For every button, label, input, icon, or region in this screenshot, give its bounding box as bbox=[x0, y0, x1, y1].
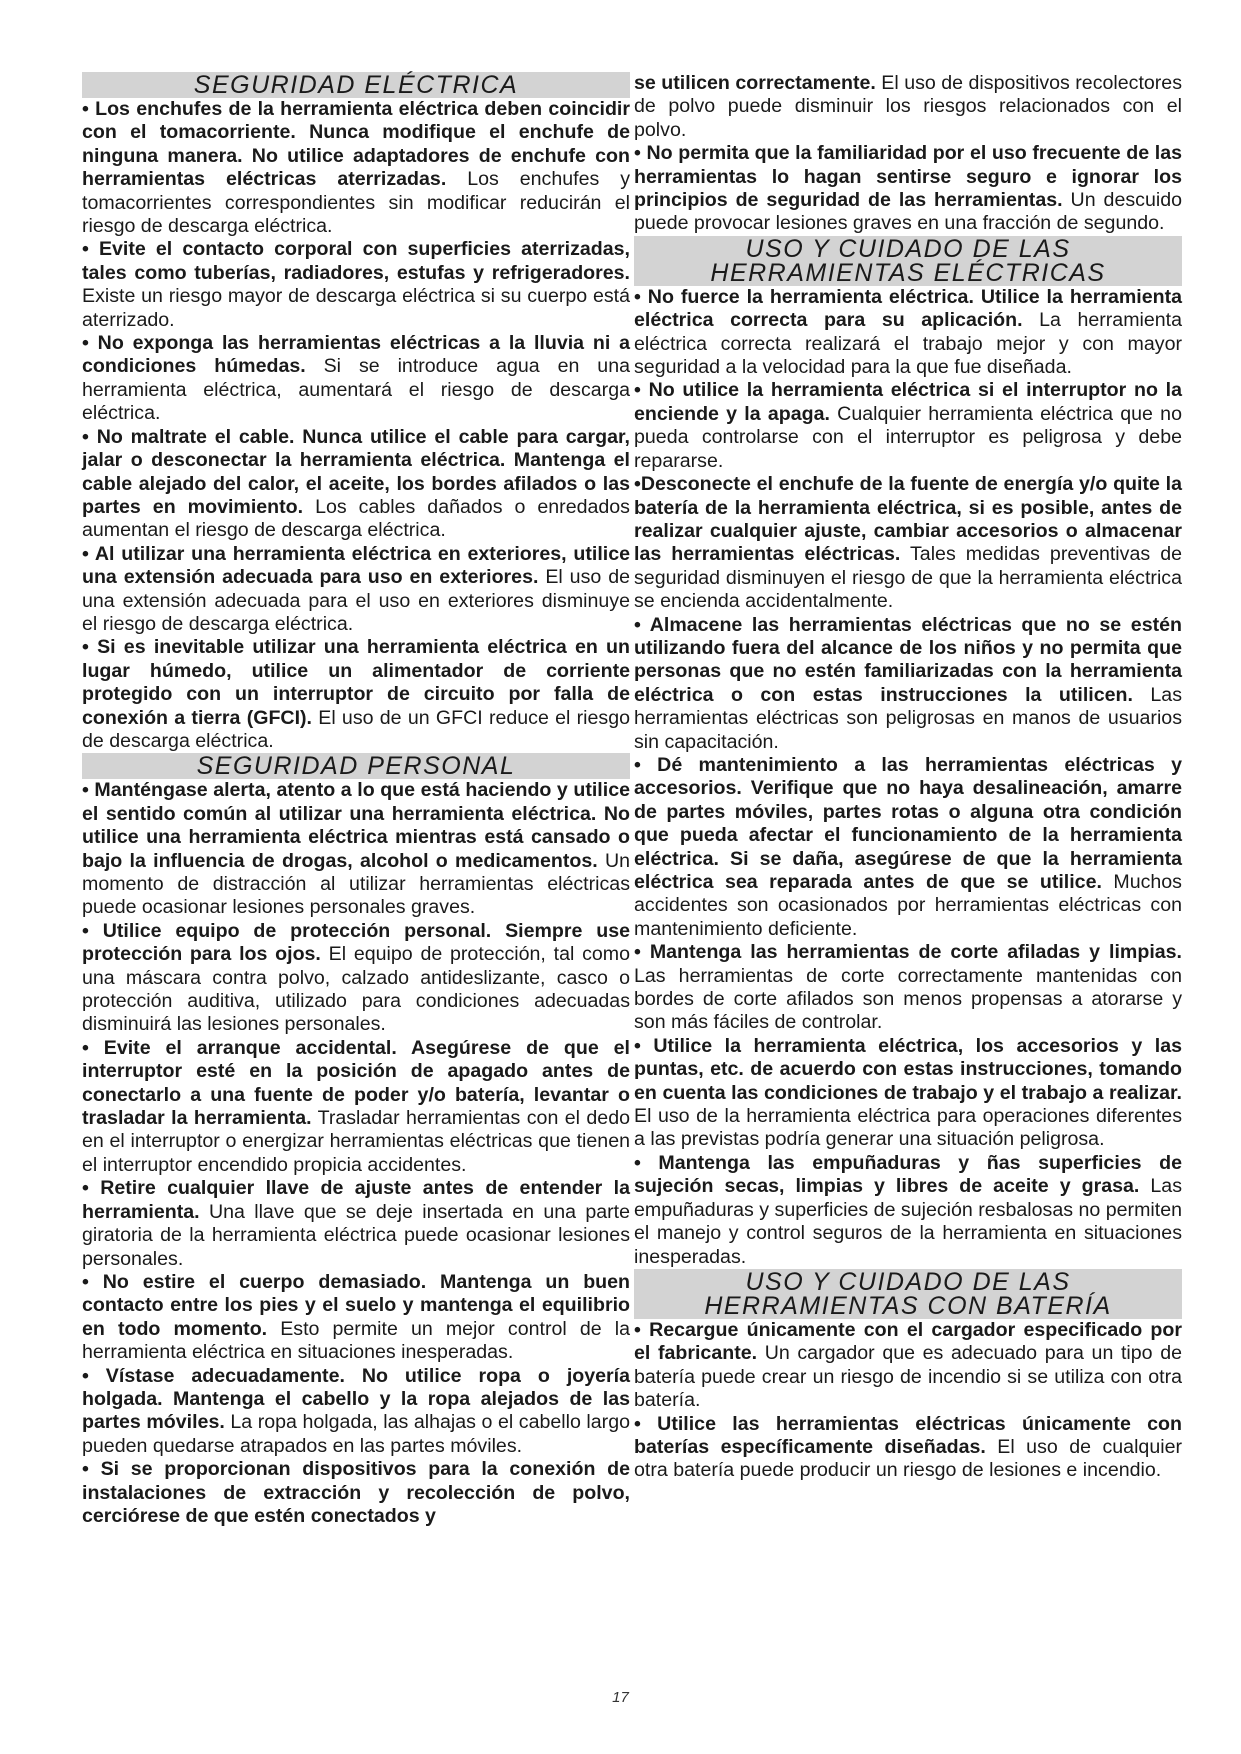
battery-use-heading-line2: HERRAMIENTAS CON BATERÍA bbox=[704, 1291, 1112, 1320]
list-item: • Manténgase alerta, atento a lo que está haciendo y utilice el sentido común al utilizar una herramienta eléctrica. No utilice una herramienta eléctrica mientras está cansado o bajo la influencia de drogas, alcohol o medicamentos. Un momento de distracción al utilizar herramientas eléctricas puede ocasionar lesiones personales graves. bbox=[82, 779, 630, 919]
electrical-safety-heading: SEGURIDAD ELÉCTRICA bbox=[82, 72, 630, 98]
list-item: • Retire cualquier llave de ajuste antes de entender la herramienta. Una llave que se deje insertada en una parte giratoria de la herramienta eléctrica puede ocasionar lesiones personales. bbox=[82, 1177, 630, 1270]
electrical-safety-list bbox=[82, 98, 630, 753]
list-item: • Utilice las herramientas eléctricas únicamente con baterías específicamente diseñadas. El uso de cualquier otra batería puede producir un riesgo de lesiones e incendio. bbox=[634, 1412, 1182, 1482]
tool-use-heading-line2: HERRAMIENTAS ELÉCTRICAS bbox=[710, 258, 1106, 287]
continued-item: se utilicen correctamente. El uso de dispositivos recolectores de polvo puede disminuir los riesgos relacionados con el polvo. bbox=[634, 72, 1183, 141]
list-item: • Recargue únicamente con el cargador especificado por el fabricante. Un cargador que es adecuado para un tipo de batería puede crear un riesgo de incendio si se utiliza con otra batería. bbox=[634, 1318, 1182, 1412]
list-item: • Almacene las herramientas eléctricas que no se estén utilizando fuera del alcance de los niños y no permita que personas que no estén familiarizadas con la herramienta eléctrica o con estas instrucciones la utilicen. Las herramientas eléctricas son peligrosas en manos de usuarios sin capacitación. bbox=[634, 613, 1182, 753]
list-item: • Utilice la herramienta eléctrica, los accesorios y las puntas, etc. de acuerdo con estas instrucciones, tomando en cuenta las condiciones de trabajo y el trabajo a realizar. El uso de la herramienta eléctrica para operaciones diferentes a las previstas podría generar una situación peligrosa. bbox=[634, 1034, 1182, 1151]
list-item: • No maltrate el cable. Nunca utilice el cable para cargar, jalar o desconectar la herramienta eléctrica. Mantenga el cable alejado del calor, el aceite, los bordes afilados o las partes en movimiento. Los cables dañados o enredados aumentan el riesgo de descarga eléctrica. bbox=[82, 425, 630, 542]
list-item: • Los enchufes de la herramienta eléctrica deben coincidir con el tomacorriente. Nunca modifique el enchufe de ninguna manera. No utilice adaptadores de enchufe con herramientas eléctricas aterrizadas. Los enchufes y tomacorrientes correspondientes sin modificar reducirán el riesgo de descarga eléctrica. bbox=[82, 98, 630, 238]
battery-use-list bbox=[634, 1319, 1182, 1483]
page-number: 17 bbox=[612, 1689, 629, 1706]
personal-safety-heading: SEGURIDAD PERSONAL bbox=[82, 753, 630, 779]
list-item: • No exponga las herramientas eléctricas a la lluvia ni a condiciones húmedas. Si se introduce agua en una herramienta eléctrica, aumentará el riesgo de descarga eléctrica. bbox=[82, 332, 630, 425]
battery-use-heading bbox=[634, 1269, 1182, 1319]
left-column bbox=[82, 72, 630, 1528]
list-item: • No permita que la familiaridad por el uso frecuente de las herramientas lo hagan sentirse seguro e ignorar los principios de seguridad de las herramientas. Un descuido puede provocar lesiones graves en una fracción de segundo. bbox=[634, 142, 1182, 235]
list-item: • Si se proporcionan dispositivos para la conexión de instalaciones de extracción y recolección de polvo, cerciórese de que estén conectados y bbox=[82, 1458, 630, 1527]
tool-use-list bbox=[634, 286, 1182, 1269]
tool-use-heading bbox=[634, 236, 1182, 286]
list-item: • Evite el arranque accidental. Asegúrese de que el interruptor esté en la posición de apagado antes de conectarlo a una fuente de poder y/o batería, levantar o trasladar la herramienta. Trasladar herramientas con el dedo en el interruptor o energizar herramientas eléctricas que tienen el interruptor encendido propicia accidentes. bbox=[82, 1036, 630, 1176]
list-item: • Mantenga las empuñaduras y ñas superficies de sujeción secas, limpias y libres de aceite y grasa. Las empuñaduras y superficies de sujeción resbalosas no permiten el manejo y control seguros de la herramienta en situaciones inesperadas. bbox=[634, 1151, 1182, 1268]
list-item: •Desconecte el enchufe de la fuente de energía y/o quite la batería de la herramienta eléctrica, si es posible, antes de realizar cualquier ajuste, cambiar accesorios o almacenar las herramientas eléctricas. Tales medidas preventivas de seguridad disminuyen el riesgo de que la herramienta eléctrica se encienda accidentalmente. bbox=[634, 473, 1182, 613]
right-column bbox=[634, 72, 1182, 1483]
list-item: • Mantenga las herramientas de corte afiladas y limpias. Las herramientas de corte correctamente mantenidas con bordes de corte afilados son menos propensas a atorarse y son más fáciles de controlar. bbox=[634, 941, 1182, 1034]
list-item: • No utilice la herramienta eléctrica si el interruptor no la enciende y la apaga. Cualquier herramienta eléctrica que no pueda controlarse con el interruptor es peligrosa y debe repararse. bbox=[634, 379, 1182, 472]
list-item: • No fuerce la herramienta eléctrica. Utilice la herramienta eléctrica correcta para su aplicación. La herramienta eléctrica correcta realizará el trabajo mejor y con mayor seguridad a la velocidad para la que fue diseñada. bbox=[634, 285, 1182, 379]
list-item: • Vístase adecuadamente. No utilice ropa o joyería holgada. Mantenga el cabello y la ropa alejados de las partes móviles. La ropa holgada, las alhajas o el cabello largo pueden quedarse atrapados en las partes móviles. bbox=[82, 1364, 630, 1457]
list-item: • Dé mantenimiento a las herramientas eléctricas y accesorios. Verifique que no haya desalineación, amarre de partes móviles, partes rotas o alguna otra condición que pueda afectar el funcionamiento de la herramienta eléctrica. Si se daña, asegúrese de que la herramienta eléctrica sea reparada antes de que se utilice. Muchos accidentes son ocasionados por herramientas eléctricas con mantenimiento deficiente. bbox=[634, 753, 1182, 940]
battery-use-heading-line1: USO Y CUIDADO DE LAS bbox=[745, 1267, 1071, 1296]
list-item: • Evite el contacto corporal con superficies aterrizadas, tales como tuberías, radiadores, estufas y refrigeradores. Existe un riesgo mayor de descarga eléctrica si su cuerpo está aterrizado. bbox=[82, 238, 630, 331]
list-item: • Utilice equipo de protección personal. Siempre use protección para los ojos. El equipo de protección, tal como una máscara contra polvo, calzado antideslizante, casco o protección auditiva, utilizado para condiciones adecuadas disminuirá las lesiones personales. bbox=[82, 919, 630, 1036]
tool-use-heading-line1: USO Y CUIDADO DE LAS bbox=[745, 234, 1071, 263]
list-item: • No estire el cuerpo demasiado. Mantenga un buen contacto entre los pies y el suelo y mantenga el equilibrio en todo momento. Esto permite un mejor control de la herramienta eléctrica en situaciones inesperadas. bbox=[82, 1270, 630, 1364]
personal-safety-list bbox=[82, 779, 630, 1528]
list-item: • Si es inevitable utilizar una herramienta eléctrica en un lugar húmedo, utilice un alimentador de corriente protegido con un interruptor de circuito por falla de conexión a tierra (GFCI). El uso de un GFCI reduce el riesgo de descarga eléctrica. bbox=[82, 636, 630, 752]
list-item: • Al utilizar una herramienta eléctrica en exteriores, utilice una extensión adecuada para uso en exteriores. El uso de una extensión adecuada para el uso en exteriores disminuye el riesgo de descarga eléctrica. bbox=[82, 542, 630, 635]
